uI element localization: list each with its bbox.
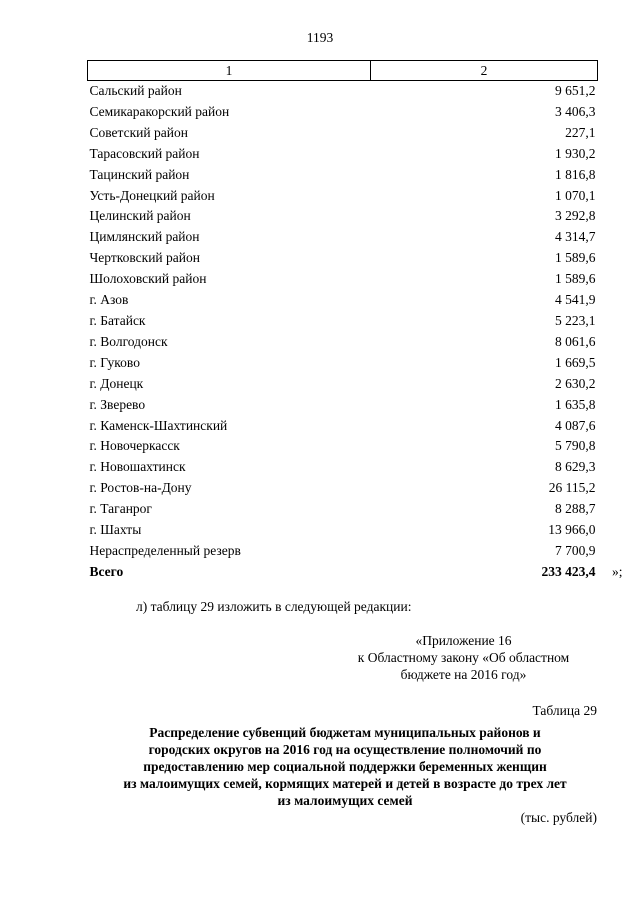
subvention-amount: 1 589,6 xyxy=(555,250,596,266)
table-row xyxy=(88,186,598,207)
district-name: Семикаракорский район xyxy=(89,103,230,119)
district-name: Целинский район xyxy=(89,208,191,224)
table-row xyxy=(88,457,598,478)
district-name: Цимлянский район xyxy=(89,229,200,245)
appendix-line-3: бюджете на 2016 год» xyxy=(400,667,527,682)
district-name: г. Донецк xyxy=(89,375,144,391)
title-line-5: из малоимущих семей xyxy=(277,793,413,808)
subvention-amount: 4 541,9 xyxy=(555,292,596,308)
district-name: Усть-Донецкий район xyxy=(89,187,215,203)
district-name: г. Таганрог xyxy=(89,501,152,517)
table-row xyxy=(88,144,598,165)
table-row xyxy=(88,416,598,437)
district-name: г. Гуково xyxy=(89,354,140,370)
appendix-reference xyxy=(330,632,597,683)
table-body xyxy=(88,81,623,583)
subvention-table xyxy=(87,60,623,583)
title-line-2: городских округов на 2016 год на осуществление полномочий по xyxy=(148,742,542,757)
district-name: Нераспределенный резерв xyxy=(89,542,241,558)
title-line-3: предоставлению мер социальной поддержки беременных женщин xyxy=(143,759,547,774)
closing-quote: »; xyxy=(611,563,623,579)
subvention-amount: 1 635,8 xyxy=(555,396,596,412)
district-name: г. Зверево xyxy=(89,396,146,412)
district-name: Шолоховский район xyxy=(89,271,207,287)
table-row xyxy=(88,81,598,102)
subvention-amount: 8 629,3 xyxy=(555,459,596,475)
district-name: г. Шахты xyxy=(89,522,142,538)
table-row xyxy=(88,165,598,186)
appendix-line-1: «Приложение 16 xyxy=(415,633,512,648)
total-amount: 233 423,4 xyxy=(541,563,596,579)
table-row xyxy=(88,248,598,269)
subvention-amount: 227,1 xyxy=(565,124,596,140)
subvention-amount: 4 314,7 xyxy=(555,229,596,245)
table-row xyxy=(88,436,598,457)
column-header-1: 1 xyxy=(88,61,371,81)
table-row xyxy=(88,332,598,353)
district-name: г. Азов xyxy=(89,292,129,308)
table-row xyxy=(88,541,598,562)
district-name: Сальский район xyxy=(89,83,182,98)
subvention-amount: 5 790,8 xyxy=(555,438,596,454)
table-row xyxy=(88,290,598,311)
district-name: Советский район xyxy=(89,124,188,140)
district-name: г. Волгодонск xyxy=(89,333,168,349)
subvention-amount: 1 930,2 xyxy=(555,145,596,161)
district-name: г. Новочеркасск xyxy=(89,438,180,454)
table-number-label: Таблица 29 xyxy=(532,703,597,718)
subvention-amount: 8 061,6 xyxy=(555,333,596,349)
total-row xyxy=(88,562,598,583)
district-name: г. Каменск-Шахтинский xyxy=(89,417,228,433)
subvention-amount: 1 816,8 xyxy=(555,166,596,182)
title-line-1: Распределение субвенций бюджетам муниципальных районов и xyxy=(149,725,541,740)
subvention-amount: 1 589,6 xyxy=(555,271,596,287)
total-value-cell xyxy=(371,562,623,583)
district-name: Тацинский район xyxy=(89,166,190,182)
table-row xyxy=(88,499,598,520)
table-row xyxy=(88,353,598,374)
column-header-2: 2 xyxy=(371,61,598,81)
subvention-amount: 2 630,2 xyxy=(555,375,596,391)
subvention-amount: 26 115,2 xyxy=(548,480,596,496)
table-row xyxy=(88,269,598,290)
table-row xyxy=(88,520,598,541)
table-row xyxy=(88,102,598,123)
subvention-amount: 1 070,1 xyxy=(555,187,596,203)
subvention-amount: 7 700,9 xyxy=(555,542,596,558)
subvention-amount: 8 288,7 xyxy=(555,501,596,517)
subvention-amount: 9 651,2 xyxy=(555,83,596,98)
table-row xyxy=(88,395,598,416)
district-name: г. Батайск xyxy=(89,312,146,328)
unit-label: (тыс. рублей) xyxy=(520,810,597,825)
table-header-row xyxy=(88,61,598,81)
subvention-amount: 3 406,3 xyxy=(555,103,596,119)
title-line-4: из малоимущих семей, кормящих матерей и детей в возрасте до трех лет xyxy=(123,776,567,791)
appendix-line-2: к Областному закону «Об областном xyxy=(357,650,570,665)
page-number: 1193 xyxy=(306,30,334,45)
district-name: Тарасовский район xyxy=(89,145,200,161)
table-row xyxy=(88,227,598,248)
district-name: г. Новошахтинск xyxy=(89,459,186,475)
table-row xyxy=(88,123,598,144)
total-label: Всего xyxy=(89,563,124,579)
table-title xyxy=(80,724,610,809)
table-row xyxy=(88,206,598,227)
subvention-amount: 13 966,0 xyxy=(548,522,596,538)
subvention-amount: 1 669,5 xyxy=(555,354,596,370)
district-name: г. Ростов-на-Дону xyxy=(89,480,192,496)
table-row xyxy=(88,311,598,332)
subvention-amount: 3 292,8 xyxy=(555,208,596,224)
distribution-table xyxy=(87,60,623,583)
table-row xyxy=(88,374,598,395)
subvention-amount: 5 223,1 xyxy=(555,312,596,328)
district-name: Чертковский район xyxy=(89,250,200,266)
table-row xyxy=(88,478,598,499)
amendment-instruction: л) таблицу 29 изложить в следующей редакции: xyxy=(136,599,412,614)
subvention-amount: 4 087,6 xyxy=(555,417,596,433)
